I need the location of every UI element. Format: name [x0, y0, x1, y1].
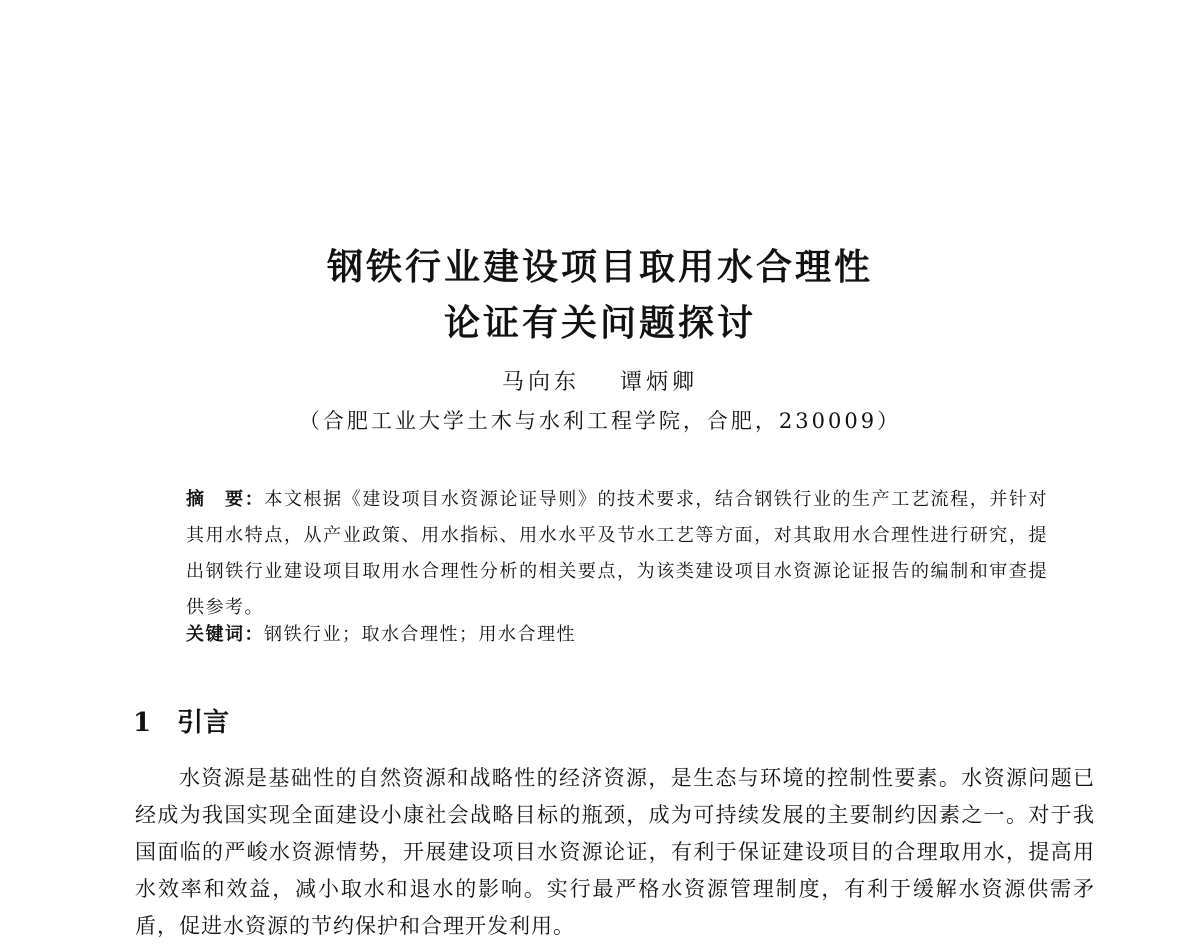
abstract-text: 本文根据《建设项目水资源论证导则》的技术要求，结合钢铁行业的生产工艺流程，并针对其用水特点，从产业政策、用水指标、用水水平及节水工艺等方面，对其取用水合理性进行研究，提出钢铁行业建设项目取用水合理性分析的相关要点，为该类建设项目水资源论证报告的编制和审查提供参考。: [186, 489, 1048, 618]
body-paragraph: 水资源是基础性的自然资源和战略性的经济资源，是生态与环境的控制性要素。水资源问题已经成为我国实现全面建设小康社会战略目标的瓶颈，成为可持续发展的主要制约因素之一。对于我国面临的严峻水资源情势，开展建设项目水资源论证，有利于保证建设项目的合理取用水，提高用水效率和效益，减小取水和退水的影响。实行最严格水资源管理制度，有利于缓解水资源供需矛盾，促进水资源的节约保护和合理开发利用。: [135, 766, 1095, 938]
author-list: [0, 365, 1200, 396]
author-name: 谭炳卿: [620, 370, 699, 395]
paper-title-line-2: 论证有关问题探讨: [443, 303, 756, 344]
section-number: 1: [133, 708, 152, 738]
section-title: 引言: [177, 708, 230, 738]
abstract-label: 摘 要：: [186, 489, 265, 510]
paper-title-line-1: 钢铁行业建设项目取用水合理性: [326, 247, 873, 288]
keywords-text: 钢铁行业；取水合理性；用水合理性: [264, 624, 576, 645]
keywords-label: 关键词：: [186, 624, 264, 645]
author-name: 马向东: [501, 370, 580, 395]
author-affiliation: （合肥工业大学土木与水利工程学院，合肥，230009）: [298, 409, 902, 433]
abstract: [186, 482, 1048, 626]
keywords: [186, 620, 576, 646]
section-heading: [133, 702, 229, 739]
